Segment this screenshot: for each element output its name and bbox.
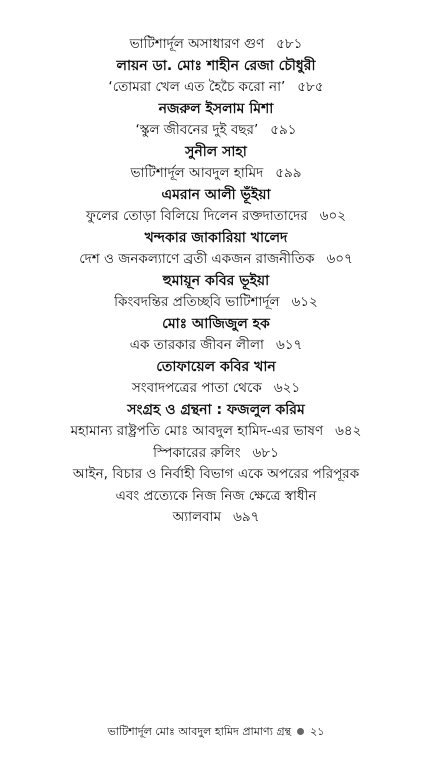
toc-entry — [40, 292, 392, 314]
toc-entry-title: এক তারকার জীবন লীলা — [129, 337, 264, 353]
toc-author — [40, 99, 392, 121]
toc-author-name: খন্দকার জাকারিয়া খালেদ — [144, 229, 288, 246]
toc-entry-title: ‘তোমরা খেল এত হৈচৈ করো না’ — [108, 79, 286, 95]
toc-page-number: ৬৯৭ — [233, 509, 260, 525]
toc-author-name: নজরুল ইসলাম মিশা — [158, 100, 274, 117]
toc-page-number: ৫৮৫ — [297, 79, 324, 95]
toc-entry — [40, 34, 392, 56]
toc-page-number: ৬৮১ — [252, 444, 279, 461]
toc-entry-title: এবং প্রত্যেকে নিজ নিজ ক্ষেত্রে স্বাধীন — [115, 487, 317, 504]
toc-entry — [40, 77, 392, 99]
toc-author-name: তোফায়েল কবির খান — [156, 358, 276, 375]
toc-entry — [40, 378, 392, 400]
toc-page-number: ৫৯৯ — [275, 165, 302, 181]
toc-entry-title: অ্যালবাম — [172, 509, 222, 525]
toc-author — [40, 400, 392, 422]
toc-entry — [40, 120, 392, 142]
toc-entry — [40, 507, 392, 529]
toc-entry-title: সংবাদপত্রের পাতা থেকে — [131, 380, 262, 396]
toc-author — [40, 228, 392, 250]
toc-entry — [40, 443, 392, 465]
toc-entry-title: আইন, বিচার ও নির্বাহী বিভাগ একে অপরের পরিপূরক — [72, 466, 360, 482]
toc-author-name: এমরান আলী ভূঁইয়া — [161, 186, 271, 203]
bullet-dot-icon — [297, 728, 304, 735]
toc-author — [40, 56, 392, 78]
toc-page-number: ৬০৭ — [326, 251, 353, 267]
footer-book-title: ভাটিশার্দূল মোঃ আবদুল হামিদ প্রামাণ্য গ্রন্থ — [107, 725, 292, 738]
toc-page-number: ৫৮১ — [276, 36, 303, 52]
toc-page-number: ৬৪২ — [335, 423, 362, 439]
toc-author-name: মোঃ আজিজুল হক — [162, 315, 270, 332]
toc-author — [40, 271, 392, 293]
toc-entry — [40, 249, 392, 271]
toc-entry — [40, 486, 392, 508]
toc-entry-title: স্পিকারের রুলিং — [153, 444, 241, 461]
toc-entry — [40, 163, 392, 185]
toc-entry-title: কিংবদন্তির প্রতিচ্ছবি ভাটিশার্দূল — [114, 294, 280, 310]
toc-page-number: ৫৯১ — [270, 122, 297, 138]
toc-entry — [40, 335, 392, 357]
toc-entry-title: ভাটিশার্দূল অসাধারণ গুণ — [129, 36, 265, 52]
toc-entry — [40, 206, 392, 228]
toc-entry-title: ‘স্কুল জীবনের দুই বছর’ — [135, 122, 259, 138]
toc-entry-title: ফুলের তোড়া বিলিয়ে দিলেন রক্তদাতাদের — [85, 208, 308, 224]
footer-page-number: ২১ — [310, 725, 325, 738]
toc-entry — [40, 421, 392, 443]
toc-author-name: হুমায়ূন কবির ভূইয়া — [162, 272, 270, 289]
table-of-contents — [40, 34, 392, 529]
page-footer — [0, 723, 432, 742]
toc-author-name: সুনীল সাহা — [185, 143, 247, 160]
toc-entry — [40, 464, 392, 486]
toc-page-number: ৬০২ — [319, 208, 347, 224]
toc-page-number: ৬২১ — [273, 380, 301, 396]
toc-author-name: লায়ন ডা. মোঃ শাহীন রেজা চৌধুরী — [116, 57, 316, 74]
toc-author — [40, 185, 392, 207]
toc-entry-title: ভাটিশার্দূল আবদুল হামিদ — [130, 165, 264, 181]
toc-entry-title: মহামান্য রাষ্ট্রপতি মোঃ আবদুল হামিদ-এর ভাষণ — [70, 423, 324, 439]
toc-page-number: ৬১২ — [291, 294, 318, 310]
toc-author — [40, 357, 392, 379]
toc-author — [40, 314, 392, 336]
toc-author — [40, 142, 392, 164]
toc-page-number: ৬১৭ — [275, 337, 303, 353]
toc-entry-title: দেশ ও জনকল্যাণে ব্রতী একজন রাজনীতিক — [79, 251, 315, 267]
toc-author-name: সংগ্রহ ও গ্রন্থনা : ফজলুল করিম — [127, 401, 305, 418]
